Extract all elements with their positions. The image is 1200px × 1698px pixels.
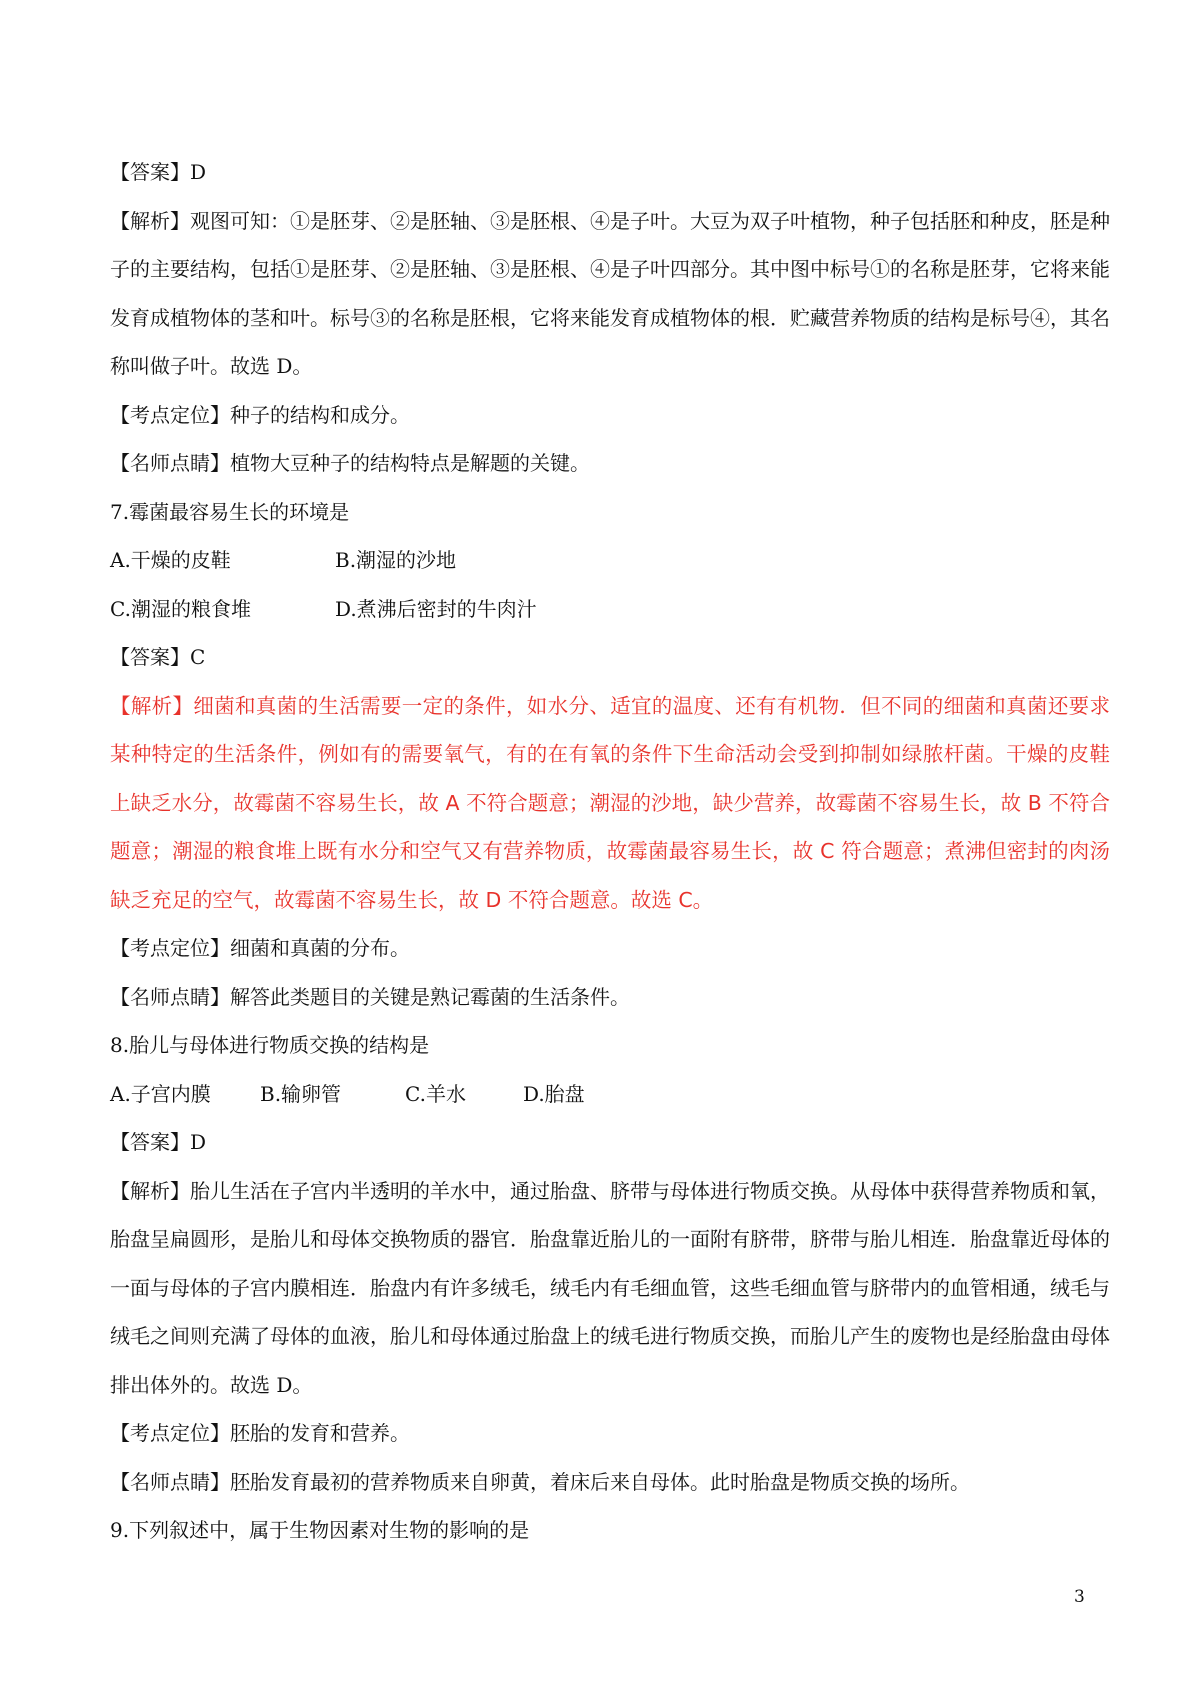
exam-point-q7: 【考点定位】细菌和真菌的分布。 — [110, 936, 410, 960]
teacher-tip-q8: 【名师点睛】胚胎发育最初的营养物质来自卵黄，着床后来自母体。此时胎盘是物质交换的场所。 — [110, 1469, 970, 1494]
question-8-title: 8.胎儿与母体进行物质交换的结构是 — [110, 1033, 430, 1057]
teacher-tip-q6: 【名师点睛】植物大豆种子的结构特点是解题的关键。 — [110, 451, 590, 475]
q7-option-c: C.潮湿的粮食堆 — [110, 596, 251, 621]
q8-option-b: B.输卵管 — [260, 1081, 342, 1106]
q8-option-d: D.胎盘 — [523, 1081, 585, 1106]
teacher-tip-q7: 【名师点睛】解答此类题目的关键是熟记霉菌的生活条件。 — [110, 984, 630, 1009]
q7-option-b: B.潮湿的沙地 — [335, 548, 457, 572]
analysis-q6: 【解析】观图可知：①是胚芽、②是胚轴、③是胚根、④是子叶。大豆为双子叶植物，种子包括胚和种皮，胚是种子的主要结构，包括①是胚芽、②是胚轴、③是胚根、④是子叶四部分。其中图中标号①的名称是胚芽，它将来能发育成植物体的茎和叶。标号③的名称是胚根，它将来能发育成植物体的根．贮藏营养物质的结构是标号④，其名称叫做子叶。故选 D。 — [110, 208, 1110, 378]
question-9-title: 9.下列叙述中，属于生物因素对生物的影响的是 — [110, 1518, 530, 1542]
question-7-options-row-2 — [110, 585, 1110, 634]
q7-option-a: A.干燥的皮鞋 — [110, 548, 231, 572]
exam-point-q6: 【考点定位】种子的结构和成分。 — [110, 402, 410, 427]
analysis-q7: 【解析】细菌和真菌的生活需要一定的条件，如水分、适宜的温度、还有有机物．但不同的细菌和真菌还要求某种特定的生活条件，例如有的需要氧气，有的在有氧的条件下生命活动会受到抑制如绿脓杆菌。干燥的皮鞋上缺乏水分，故霉菌不容易生长，故 A 不符合题意；潮湿的沙地，缺少营养，故霉菌不容易生长，故 B 不符合题意；潮湿的粮食堆上既有水分和空气又有营养物质，故霉菌最容易生长，故 C 符合题意；煮沸但密封的肉汤缺乏充足的空气，故霉菌不容易生长，故 D 不符合题意。故选 C。 — [110, 693, 1110, 912]
q7-option-d: D.煮沸后密封的牛肉汁 — [335, 596, 537, 621]
question-8-options — [110, 1070, 1110, 1119]
q8-option-c: C.羊水 — [405, 1081, 466, 1106]
exam-point-q8: 【考点定位】胚胎的发育和营养。 — [110, 1421, 410, 1445]
page-number: 3 — [1074, 1587, 1085, 1607]
answer-q7: 【答案】C — [110, 645, 206, 669]
question-7-title: 7.霉菌最容易生长的环境是 — [110, 499, 350, 524]
analysis-q8: 【解析】胎儿生活在子宫内半透明的羊水中，通过胎盘、脐带与母体进行物质交换。从母体中获得营养物质和氧，胎盘呈扁圆形，是胎儿和母体交换物质的器官．胎盘靠近胎儿的一面附有脐带，脐带与胎儿相连．胎盘靠近母体的一面与母体的子宫内膜相连．胎盘内有许多绒毛，绒毛内有毛细血管，这些毛细血管与脐带内的血管相通，绒毛与绒毛之间则充满了母体的血液，胎儿和母体通过胎盘上的绒毛进行物质交换，而胎儿产生的废物也是经胎盘由母体排出体外的。故选 D。 — [110, 1178, 1110, 1397]
q8-option-a: A.子宫内膜 — [110, 1081, 211, 1106]
question-7-options-row-1 — [110, 536, 1110, 585]
answer-q6: 【答案】D — [110, 160, 207, 184]
answer-q8: 【答案】D — [110, 1130, 207, 1154]
page-content — [110, 148, 1110, 1555]
